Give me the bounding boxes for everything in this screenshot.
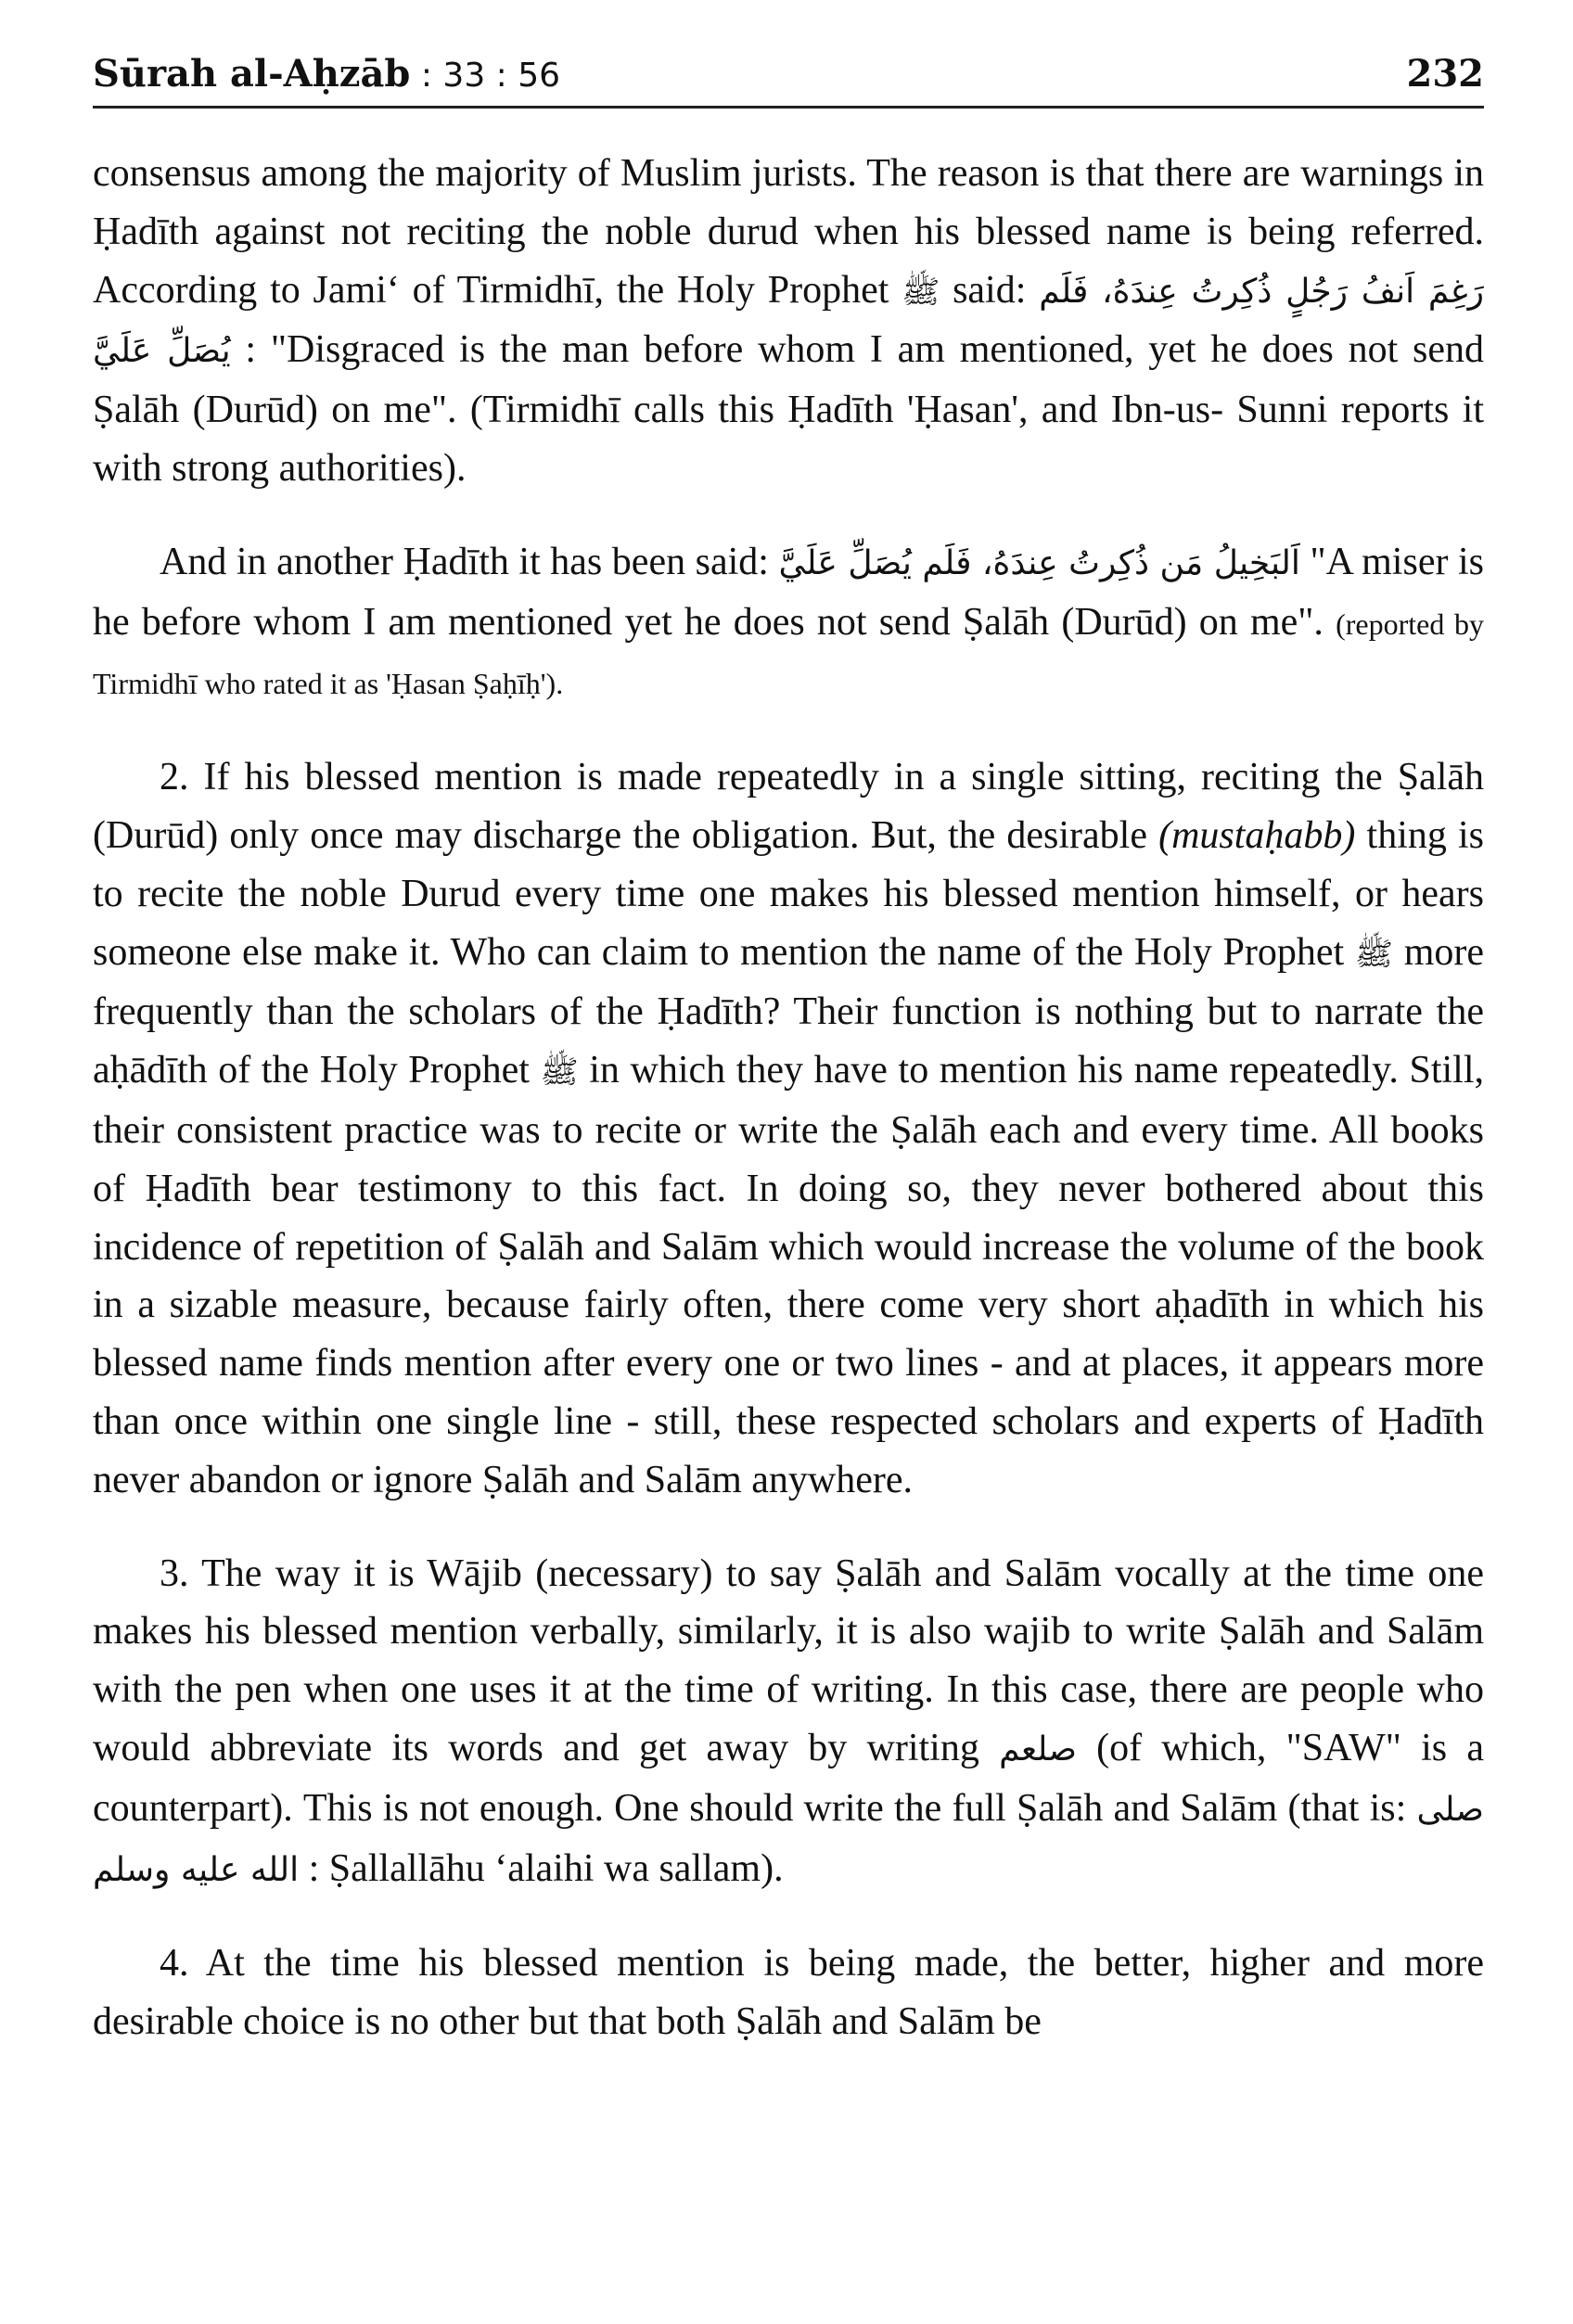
text-run: : Ṣallallāhu ‘alaihi wa sallam). — [299, 1846, 784, 1890]
text-run: And in another Ḥadīth it has been said: — [160, 540, 779, 583]
salutation-symbol: ﷺ — [540, 1053, 579, 1092]
text-run: consensus among the majority of Muslim jurists. The reason is that there are warnings in Ḥadīth against not reciting the noble durud when his blessed name is being referred. According to Jami‘ of Tirmidhī, the Holy Prophet — [93, 152, 1484, 312]
verse-reference: : 33 : 56 — [410, 57, 561, 95]
text-run: : "Disgraced is the man before whom I am mentioned, yet he does not send Ṣalāh (Durūd) on me". (Tirmidhī calls this Ḥadīth 'Ḥasan', and Ibn-us- Sunni reports it with strong authorities). — [93, 328, 1484, 490]
surah-name: Sūrah al-Aḥzāb — [93, 52, 411, 96]
text-run: thing is to recite the noble Durud every time one makes his blessed mention himself, or hears someone else make it. Who can claim to mention the name of the Holy Prophet — [93, 813, 1485, 974]
text-run: more frequently than the scholars of the Ḥadīth? Their function is nothing but to narrate the aḥādīth of the Holy Prophet — [93, 930, 1484, 1092]
citation-note: (reported by Tirmidhī who rated it as 'Ḥasan Ṣaḥīḥ'). — [93, 607, 1485, 701]
paragraph-consensus — [93, 145, 1484, 498]
text-run: (of which, "SAW" is a counterpart). This is not enough. One should write the full Ṣalāh and Salām (that is: — [93, 1726, 1484, 1830]
paragraph-point-3 — [93, 1545, 1484, 1900]
arabic-abbreviation: صلعم — [999, 1730, 1077, 1769]
text-run: 3. The way it is Wājib (necessary) to say Ṣalāh and Salām vocally at the time one makes his blessed mention verbally, similarly, it is also wajib to write Ṣalāh and Salām with the pen when one uses it at the time of writing. In this case, there are people who would abbreviate its words and get away by writing — [93, 1551, 1484, 1769]
text-run: in which they have to mention his name repeatedly. Still, their consistent practice was to recite or write the Ṣalāh each and every time. All books of Ḥadīth bear testimony to this fact. In doing so, they never bothered about this incidence of repetition of Ṣalāh and Salām which would increase the volume of the book in a sizable measure, because fairly often, there come very short aḥadīth in which his blessed name finds mention after every one or two lines - and at places, it appears more than once within one single line - still, these respected scholars and experts of Ḥadīth never abandon or ignore Ṣalāh and Salām anywhere. — [93, 1049, 1484, 1501]
page-header — [93, 46, 1484, 109]
paragraph-miser-hadith — [93, 533, 1484, 713]
arabic-full-salutation: صلى الله عليه وسلم — [93, 1790, 1484, 1889]
salutation-symbol: ﷺ — [902, 273, 940, 311]
paragraph-point-4 — [93, 1935, 1484, 2051]
text-run: 4. At the time his blessed mention is being made, the better, higher and more desirable choice is no other but that both Ṣalāh and Salām be — [93, 1942, 1484, 2044]
text-run: "A miser is he before whom I am mentioned yet he does not send Ṣalāh (Durūd) on me". — [93, 540, 1485, 644]
text-run: said: — [940, 268, 1040, 312]
page-body — [93, 145, 1484, 2087]
arabic-hadith-quote: اَلبَخِيلُ مَن ذُكِرتُ عِندَهُ، فَلَم يُصَلِّ عَلَيَّ — [778, 543, 1300, 582]
arabic-hadith-quote: رَغِمَ اَنفُ رَجُلٍ ذُكِرتُ عِندَهُ، فَلَم يُصَلِّ عَلَيَّ — [93, 272, 1485, 371]
running-title — [93, 52, 560, 96]
italic-term: (mustaḥabb) — [1158, 813, 1356, 857]
page-number: 232 — [1406, 52, 1484, 96]
salutation-symbol: ﷺ — [1354, 935, 1393, 973]
text-run: 2. If his blessed mention is made repeatedly in a single sitting, reciting the Ṣalāh (Durūd) only once may discharge the obligation. But, the desirable — [93, 756, 1484, 857]
paragraph-point-2 — [93, 748, 1484, 1509]
